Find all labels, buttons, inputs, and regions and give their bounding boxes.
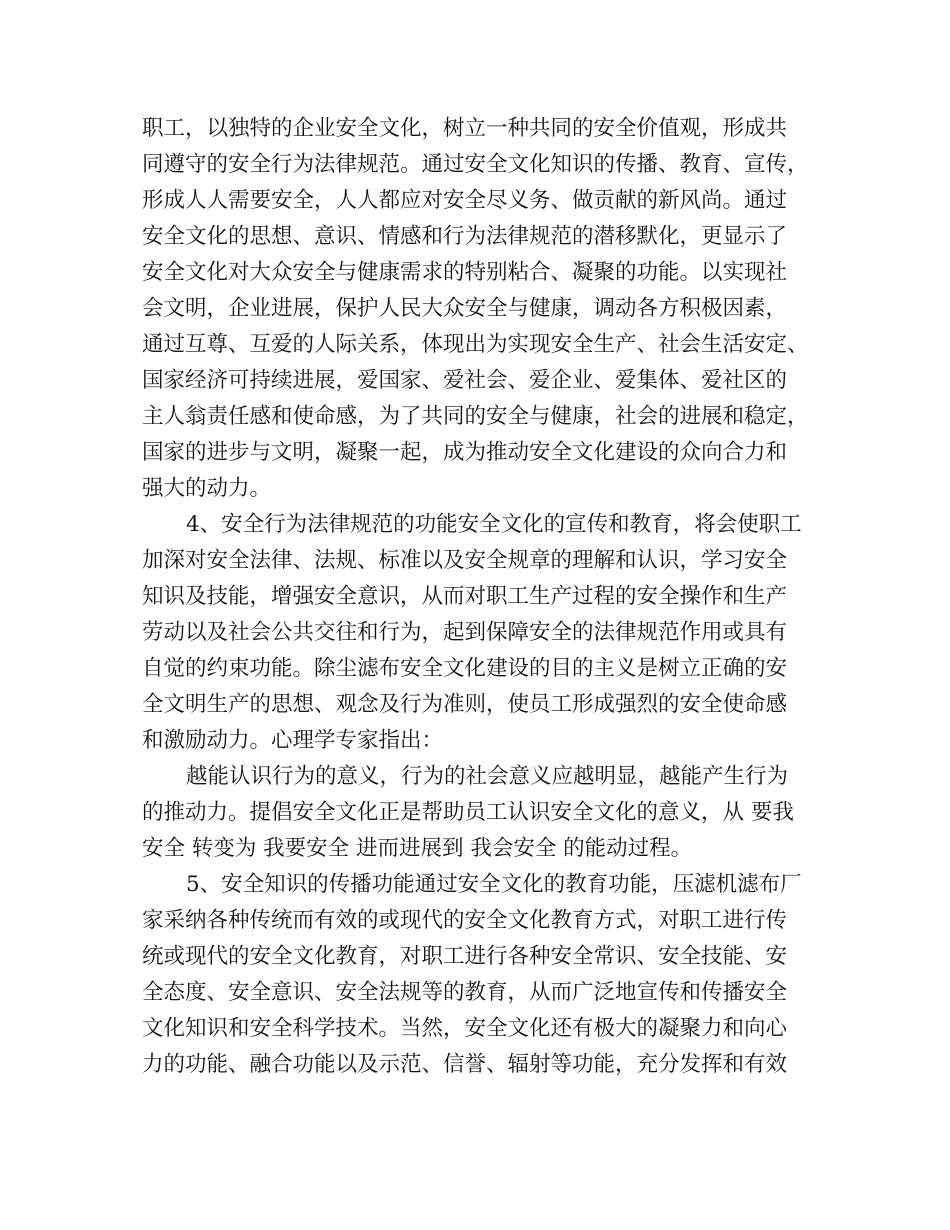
text-line: 文化知识和安全科学技术。当然，安全文化还有极大的凝聚力和向心: [142, 1016, 788, 1041]
text-line: 主人翁责任感和使命感，为了共同的安全与健康，社会的进展和稳定，: [142, 404, 809, 429]
text-line: 国家的进步与文明，凝聚一起，成为推动安全文化建设的众向合力和: [142, 440, 788, 465]
text-line: 劳动以及社会公共交往和行为，起到保障安全的法律规范作用或具有: [142, 620, 788, 645]
text-line: 安全文化对大众安全与健康需求的特别粘合、凝聚的功能。以实现社: [142, 260, 788, 285]
text-line: 全态度、安全意识、安全法规等的教育，从而广泛地宣传和传播安全: [142, 980, 788, 1005]
text-line: 全文明生产的思想、观念及行为准则，使员工形成强烈的安全使命感: [142, 692, 788, 717]
text-line: 通过互尊、互爱的人际关系，体现出为实现安全生产、社会生活安定、: [142, 332, 809, 357]
paragraph-start-line: 越能认识行为的意义，行为的社会意义应越明显，越能产生行为: [186, 764, 789, 789]
text-line: 安全 转变为 我要安全 进而进展到 我会安全 的能动过程。: [142, 836, 693, 861]
text-line: 职工，以独特的企业安全文化，树立一种共同的安全价值观，形成共: [142, 116, 788, 141]
text-line: 家采纳各种传统而有效的或现代的安全文化教育方式，对职工进行传: [142, 908, 788, 933]
text-line: 同遵守的安全行为法律规范。通过安全文化知识的传播、教育、宣传，: [142, 152, 809, 177]
paragraph-start-line: 5、安全知识的传播功能通过安全文化的教育功能，压滤机滤布厂: [186, 872, 802, 897]
text-line: 安全文化的思想、意识、情感和行为法律规范的潜移默化，更显示了: [142, 224, 788, 249]
text-line: 国家经济可持续进展，爱国家、爱社会、爱企业、爱集体、爱社区的: [142, 368, 788, 393]
paragraph-start-line: 4、安全行为法律规范的功能安全文化的宣传和教育，将会使职工: [186, 512, 802, 537]
text-line: 自觉的约束功能。除尘滤布安全文化建设的目的主义是树立正确的安: [142, 656, 788, 681]
text-line: 加深对安全法律、法规、标准以及安全规章的理解和认识，学习安全: [142, 548, 788, 573]
text-line: 知识及技能，增强安全意识，从而对职工生产过程的安全操作和生产: [142, 584, 788, 609]
text-line: 强大的动力。: [142, 476, 272, 501]
text-line: 力的功能、融合功能以及示范、信誉、辐射等功能，充分发挥和有效: [142, 1052, 788, 1077]
text-line: 形成人人需要安全，人人都应对安全尽义务、做贡献的新风尚。通过: [142, 188, 788, 213]
text-line: 统或现代的安全文化教育，对职工进行各种安全常识、安全技能、安: [142, 944, 788, 969]
text-line: 和激励动力。心理学专家指出：: [142, 728, 444, 753]
text-line: 会文明，企业进展，保护人民大众安全与健康，调动各方积极因素，: [142, 296, 788, 321]
text-line: 的推动力。提倡安全文化正是帮助员工认识安全文化的意义，从 要我: [142, 800, 794, 825]
